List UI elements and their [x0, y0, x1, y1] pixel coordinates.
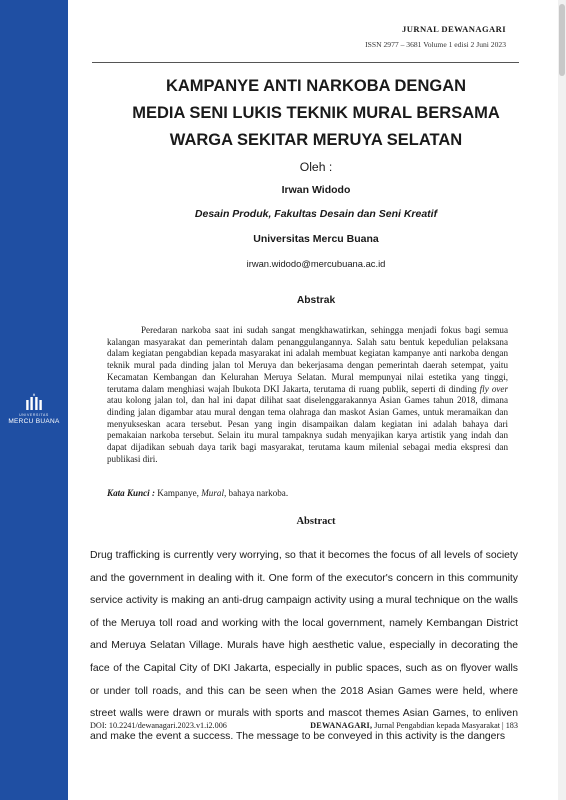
- author-affiliation: Desain Produk, Fakultas Desain dan Seni Kreatif: [194, 208, 438, 220]
- title-line-3: WARGA SEKITAR MERUYA SELATAN: [169, 131, 463, 149]
- keywords-line: [107, 488, 508, 498]
- abstrak-text-part-2: atau kolong jalan tol, dan hal ini dapat dilihat saat diselenggarakannya Asian Games tahun 2018, dimana dinding jalan digambar atau mural dengan tema olahraga dan maskot Asian Games, untuk meramaikan dan menyukseskan acara tersebut. Pesan yang ingin disampaikan dalam kegiatan ini adalah bahaya dari pemakaian narkoba tersebut. Selain itu mural tampaknya sudah menyajikan karya artistik yang indah dan dapat dijadikan sebuah daya tarik bagi masyarakat, terutama kaum milenial sebagai media ekspresi dan publikasi diri.: [107, 395, 508, 464]
- author-email: irwan.widodo@mercubuana.ac.id: [246, 258, 386, 269]
- logo-small-text: UNIVERSITAS: [19, 413, 49, 417]
- abstract-heading: Abstract: [296, 516, 336, 527]
- keywords-part-1: Kampanye,: [155, 488, 202, 498]
- abstrak-paragraph: [107, 325, 508, 465]
- abstrak-fly-over-term: fly over: [479, 383, 508, 394]
- keywords-mural: Mural,: [201, 488, 227, 498]
- issn-volume-line: ISSN 2977 – 3681 Volume 1 edisi 2 Juni 2023: [365, 40, 506, 49]
- paper-title: [70, 73, 562, 154]
- keywords-part-2: bahaya narkoba.: [226, 488, 289, 498]
- author-name: Irwan Widodo: [281, 184, 351, 196]
- keywords-label: Kata Kunci :: [107, 488, 156, 498]
- abstrak-text-part-1: Peredaran narkoba saat ini sudah sangat mengkhawatirkan, sehingga menjadi fokus bagi semua kalangan masyarakat dan pemerintah dalam penanggulangannya. Salah satu bentuk kepedulian pelaksana dalam kegiatan pengabdian kepada masyarakat ini adalah membuat kegiatan kampanye anti narkoba dengan teknik mural pada dinding jalan tol Meruya dan bekerjasama dengan pemerintah daerah setempat, yaitu Kecamatan Kembangan dan Kelurahan Meruya Selatan. Mural mempunyai nilai estetika yang tinggi, terutama dalam menghiasi wajah Ibukota DKI Jakarta, terutama di ruang publik, seperti di dinding: [107, 325, 508, 394]
- footer-journal: [310, 721, 518, 730]
- journal-sidebar: [0, 0, 68, 800]
- title-line-1: KAMPANYE ANTI NARKOBA DENGAN: [165, 77, 467, 95]
- footer-journal-name: DEWANAGARI,: [310, 721, 373, 730]
- scrollbar-thumb[interactable]: [559, 4, 565, 76]
- author-university: Universitas Mercu Buana: [253, 233, 379, 245]
- journal-header: [365, 24, 506, 49]
- university-logo: [6, 392, 62, 425]
- logo-university-name: MERCU BUANA: [8, 418, 60, 425]
- mercu-buana-emblem-icon: [23, 392, 45, 412]
- page-footer: [90, 721, 518, 730]
- footer-journal-subtitle-page: Jurnal Pengabdian kepada Masyarakat | 183: [372, 721, 518, 730]
- title-line-2: MEDIA SENI LUKIS TEKNIK MURAL BERSAMA: [132, 104, 500, 122]
- footer-doi: DOI: 10.2241/dewanagari.2023.v1.i2.006: [90, 721, 227, 730]
- header-divider: [92, 62, 519, 63]
- abstrak-heading: Abstrak: [296, 295, 336, 306]
- oleh-label: Oleh :: [299, 160, 333, 174]
- journal-name: JURNAL DEWANAGARI: [402, 24, 506, 34]
- abstract-paragraph: Drug trafficking is currently very worrying, so that it becomes the focus of all levels of society and the government in dealing with it. One form of the executor's concern in this community service activity is making an anti-drug campaign activity using a mural technique on the walls of the Meruya toll road and working with the local government, namely Kembangan District and Meruya Selatan Village. Murals have high aesthetic value, especially in decorating the face of the Capital City of DKI Jakarta, especially in public spaces, such as on flyover walls or under toll roads, and this can be seen when the 2018 Asian Games were held, where street walls were drawn or murals with sports and mascot themes Asian Games, to enliven and make the event a success. The message to be conveyed in this activity is the dangers: [90, 550, 518, 742]
